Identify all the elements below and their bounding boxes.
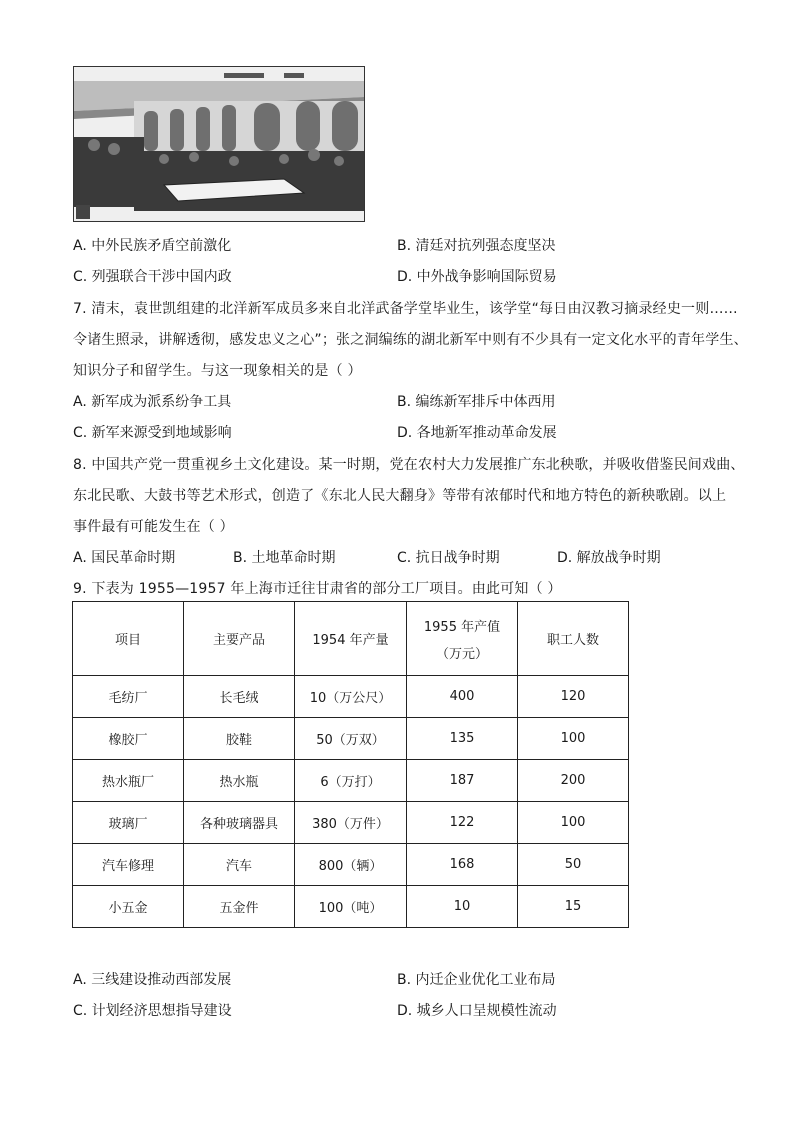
cell-product: 热水瓶 — [184, 760, 295, 802]
q8-stem-line-1: 8. 中国共产党一贯重视乡土文化建设。某一时期，党在农村大力发展推广东北秧歌，并吸收借鉴民间戏曲、 — [73, 457, 745, 473]
header-product: 主要产品 — [184, 602, 295, 676]
illustration-drawing — [74, 67, 364, 221]
q7-stem-line-1: 7. 清末，袁世凯组建的北洋新军成员多来自北洋武备学堂毕业生，该学堂“每日由汉教习摘录经史一则…… — [73, 301, 738, 317]
q9-option-b: B. 内迁企业优化工业布局 — [397, 972, 556, 988]
q8-option-d: D. 解放战争时期 — [557, 550, 661, 566]
header-output-1954: 1954 年产量 — [295, 602, 407, 676]
cell-project: 橡胶厂 — [73, 718, 184, 760]
header-value-1955-line1: 1955 年产值 — [423, 619, 501, 635]
cell-output: 800（辆） — [295, 844, 407, 886]
factory-table — [72, 601, 629, 928]
table-row — [73, 676, 629, 718]
q7-stem-line-2: 令诸生照录，讲解透彻，感发忠义之心”；张之洞编练的湖北新军中则有不少具有一定文化水平的青年学生、 — [73, 332, 748, 348]
cell-value: 400 — [407, 676, 518, 718]
cell-project: 毛纺厂 — [73, 676, 184, 718]
cell-output: 10（万公尺） — [295, 676, 407, 718]
q7-option-a: A. 新军成为派系纷争工具 — [73, 394, 232, 410]
cell-staff: 100 — [518, 802, 629, 844]
cell-project: 玻璃厂 — [73, 802, 184, 844]
table-row — [73, 844, 629, 886]
q7-option-b: B. 编练新军排斥中体西用 — [397, 394, 556, 410]
historical-illustration — [73, 66, 365, 222]
cell-project: 小五金 — [73, 886, 184, 928]
header-value-1955-line2: （万元） — [435, 646, 488, 662]
cell-staff: 200 — [518, 760, 629, 802]
table-row — [73, 760, 629, 802]
cell-value: 122 — [407, 802, 518, 844]
cell-product: 各种玻璃器具 — [184, 802, 295, 844]
q6-option-a: A. 中外民族矛盾空前激化 — [73, 238, 232, 254]
header-value-1955 — [407, 602, 518, 676]
cell-product: 胶鞋 — [184, 718, 295, 760]
header-staff: 职工人数 — [518, 602, 629, 676]
cell-value: 187 — [407, 760, 518, 802]
cell-product: 长毛绒 — [184, 676, 295, 718]
q7-option-d: D. 各地新军推动革命发展 — [397, 425, 557, 441]
cell-output: 50（万双） — [295, 718, 407, 760]
q7-option-c: C. 新军来源受到地域影响 — [73, 425, 232, 441]
q9-option-c: C. 计划经济思想指导建设 — [73, 1003, 232, 1019]
table-row — [73, 802, 629, 844]
cell-product: 五金件 — [184, 886, 295, 928]
header-project: 项目 — [73, 602, 184, 676]
cell-project: 汽车修理 — [73, 844, 184, 886]
table-header-row — [73, 602, 629, 676]
q6-option-b: B. 清廷对抗列强态度坚决 — [397, 238, 556, 254]
q9-option-d: D. 城乡人口呈规模性流动 — [397, 1003, 557, 1019]
cell-product: 汽车 — [184, 844, 295, 886]
cell-value: 10 — [407, 886, 518, 928]
table-row — [73, 886, 629, 928]
cell-project: 热水瓶厂 — [73, 760, 184, 802]
cell-staff: 100 — [518, 718, 629, 760]
cell-output: 380（万件） — [295, 802, 407, 844]
cell-output: 100（吨） — [295, 886, 407, 928]
cell-staff: 120 — [518, 676, 629, 718]
cell-staff: 15 — [518, 886, 629, 928]
q9-stem: 9. 下表为 1955—1957 年上海市迁往甘肃省的部分工厂项目。由此可知（ ） — [73, 581, 562, 597]
q8-option-c: C. 抗日战争时期 — [397, 550, 500, 566]
cell-output: 6（万打） — [295, 760, 407, 802]
cell-staff: 50 — [518, 844, 629, 886]
q7-stem-line-3: 知识分子和留学生。与这一现象相关的是（ ） — [73, 363, 362, 379]
q8-option-a: A. 国民革命时期 — [73, 550, 176, 566]
q8-option-b: B. 土地革命时期 — [233, 550, 336, 566]
q8-stem-line-3: 事件最有可能发生在（ ） — [73, 519, 234, 535]
q6-option-c: C. 列强联合干涉中国内政 — [73, 269, 232, 285]
q6-option-d: D. 中外战争影响国际贸易 — [397, 269, 557, 285]
table-row — [73, 718, 629, 760]
cell-value: 135 — [407, 718, 518, 760]
q9-option-a: A. 三线建设推动西部发展 — [73, 972, 232, 988]
q8-stem-line-2: 东北民歌、大鼓书等艺术形式，创造了《东北人民大翻身》等带有浓郁时代和地方特色的新秧歌剧。以上 — [73, 488, 727, 504]
cell-value: 168 — [407, 844, 518, 886]
